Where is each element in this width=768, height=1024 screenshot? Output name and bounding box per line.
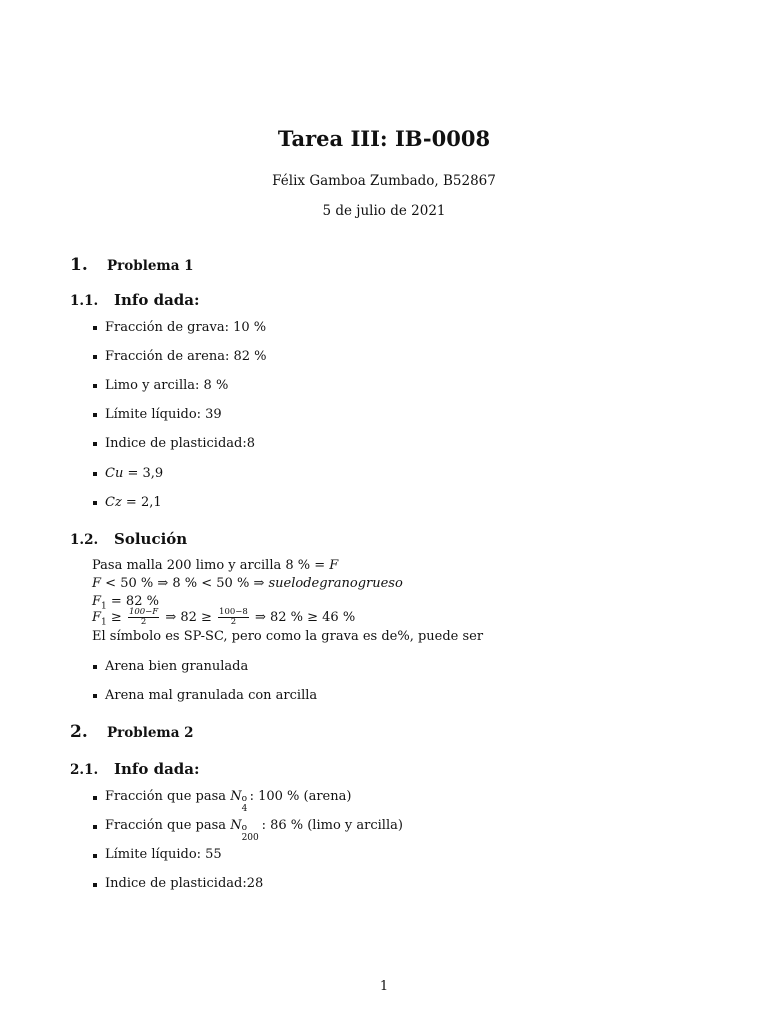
- list-item: Indice de plasticidad:8: [105, 436, 256, 451]
- list-item: Límite líquido: 55: [105, 847, 222, 862]
- bullet-icon: [93, 501, 97, 505]
- list-item-cz: [105, 495, 162, 510]
- fraction: $\frac{100-8}{2}$: [219, 607, 248, 627]
- document-date: 5 de julio de 2021: [322, 203, 446, 219]
- solution-line-5: El símbolo es SP-SC, pero como la grava es de%, puede ser: [92, 629, 484, 644]
- bullet-icon: [93, 694, 97, 698]
- solution-line-2: F < 50 % ⇒ 8 % < 50 % ⇒ suelodegranogrueso: [92, 576, 403, 591]
- bullet-icon: [93, 665, 97, 669]
- section-1-number: 1.: [70, 255, 88, 275]
- list-item: Fracción que pasa N o 200 : 86 % (limo y arcilla): [105, 818, 403, 843]
- list-item: Arena bien granulada: [105, 659, 249, 674]
- bullet-icon: [93, 355, 97, 359]
- section-2-number: 2.: [70, 722, 88, 742]
- bullet-icon: [93, 796, 97, 800]
- solution-line-3: $F_1 = 82$ %: [92, 594, 159, 612]
- solution-line-4: $F_1$ ≥ $\frac{100-F}{2}$ ⇒ 82 ≥ $\frac{100-8}{2}$ ⇒ 82 % ≥ 46 %: [92, 607, 356, 628]
- page-number: 1: [379, 979, 389, 994]
- math-value: = 3,9: [123, 466, 164, 481]
- fraction: $\frac{100-F}{2}$: [128, 607, 159, 627]
- document-title: Tarea III: IB-0008: [277, 126, 491, 151]
- bullet-icon: [93, 442, 97, 446]
- list-item: Fracción de arena: 82 %: [105, 349, 267, 364]
- subsection-1-1-title: Info dada:: [114, 291, 200, 309]
- document-author: Félix Gamboa Zumbado, B52867: [272, 173, 496, 189]
- subsection-2-1-title: Info dada:: [114, 760, 200, 778]
- list-item: Fracción que pasa N o 4 : 100 % (arena): [105, 789, 352, 814]
- solution-line-1: Pasa malla 200 limo y arcilla 8 % = F: [92, 558, 339, 573]
- subsection-2-1-number: 2.1.: [70, 762, 99, 778]
- list-item: Indice de plasticidad:28: [105, 876, 264, 891]
- math-var: Cu: [105, 466, 124, 481]
- bullet-icon: [93, 413, 97, 417]
- list-item: Limo y arcilla: 8 %: [105, 378, 229, 393]
- section-2-title: Problema 2: [107, 725, 194, 741]
- list-item: Límite líquido: 39: [105, 407, 222, 422]
- math-value: = 2,1: [121, 495, 162, 510]
- math-var: Cz: [105, 495, 122, 510]
- bullet-icon: [93, 854, 97, 858]
- bullet-icon: [93, 384, 97, 388]
- section-1-title: Problema 1: [107, 258, 194, 274]
- list-item-cu: [105, 466, 163, 481]
- list-item: Arena mal granulada con arcilla: [105, 688, 318, 703]
- bullet-icon: [93, 472, 97, 476]
- bullet-icon: [93, 883, 97, 887]
- subsection-1-2-number: 1.2.: [70, 532, 99, 548]
- subsection-1-2-title: Solución: [114, 530, 188, 548]
- bullet-icon: [93, 825, 97, 829]
- list-item: Fracción de grava: 10 %: [105, 320, 267, 335]
- bullet-icon: [93, 326, 97, 330]
- subsection-1-1-number: 1.1.: [70, 293, 99, 309]
